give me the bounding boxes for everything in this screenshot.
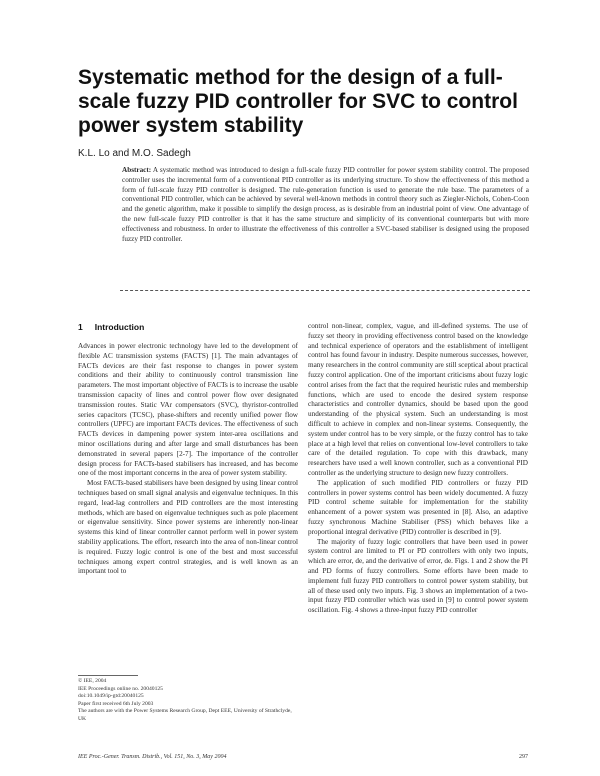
- footnote: The authors are with the Power Systems Research Group, Dept EEE, University of Strathclyde, UK: [78, 708, 292, 722]
- right-column: [308, 322, 528, 616]
- section-heading: [78, 322, 298, 332]
- paragraph: Advances in power electronic technology have led to the development of flexible AC transmission systems (FACTS) [1]. The main advantages of FACTs devices are their fast response to changes in power system conditions and their ability to continuously control transmission line parameters. The most important objective of FACTs is to increase the usable transmission capacity of lines and control power flow over designated transmission routes. Static VAr compensators (SVC), thyristor-controlled series capacitors (TCSC), phase-shifters and recently unified power flow controllers (UPFC) are important FACTs devices. The effectiveness of such FACTs devices in dampening power system inter-area oscillations and minor oscillations during and after large and small disturbances has been demonstrated in several papers [2-7]. The importance of the controller design process for FACTs-based stabilisers has increased, and has become one of the most important concerns in the area of power system stability.: [78, 342, 298, 478]
- section-title: Introduction: [94, 322, 145, 332]
- abstract-text: A systematic method was introduced to design a full-scale fuzzy PID controller for power system stability control. The proposed controller uses the incremental form of a conventional PID controller as its underlying structure. To show the effectiveness of this method a form of full-scale fuzzy PID controller is designed. The rule-generation function is used to generate the rule base. The parameters of a conventional PID controller, which can be achieved by several well-known methods in control theory such as Ziegler-Nichols, Cohen-Coon and the genetic algorithm, make it possible to simplify the design process, as is desirable from an industrial point of view. One advantage of the new full-scale fuzzy PID controller is that it has the same structure and simplicity of its conventional counterparts but with more effectiveness and robustness. In order to illustrate the effectiveness of this controller a SVC-based stabiliser is designed using the proposed fuzzy PID controller.: [122, 166, 530, 243]
- page-number: 297: [519, 754, 528, 760]
- footnote: © IEE, 2004: [78, 678, 107, 684]
- paragraph: The majority of fuzzy logic controllers that have been used in power system control are limited to PI or PD controllers with only two inputs, which are error, de, and the derivative of error, de. Figs. 1 and 2 show the PI and PD forms of fuzzy controllers. Some efforts have been made to implement full fuzzy PID controllers to control power system stability, but all of these used only two inputs. Fig. 3 shows an implementation of a two-input fuzzy PID controller which was used in [9] to control power system oscillation. Fig. 4 shows a three-input fuzzy PID controller: [308, 537, 528, 615]
- abstract-label: Abstract:: [122, 166, 152, 174]
- section-number: 1: [78, 322, 83, 332]
- abstract-divider: [120, 290, 530, 291]
- footnote: IEE Proceedings online no. 20040125: [78, 685, 163, 692]
- left-column: [78, 322, 298, 577]
- paragraph: The application of such modified PID controllers or fuzzy PID controllers in power systems control has been widely documented. A fuzzy PID control scheme suitable for implementation for the stability enhancement of a power system was presented in [8]. Also, an adaptive fuzzy synchronous Machine Stabiliser (PSS) which behaves like a proportional integral derivative (PID) controller is described in [9].: [308, 478, 528, 536]
- footnotes: [78, 678, 298, 724]
- page-footer: [78, 754, 528, 764]
- paragraph: control non-linear, complex, vague, and ill-defined systems. The use of fuzzy set theory in providing effectiveness control based on the knowledge and technical experience of operators and the establishment of intelligent control has found favour in industry. Despite numerous successes, however, many researchers in the control community are still sceptical about practical fuzzy control application. One of the important criticisms about fuzzy logic control arises from the fact that the required heuristic rules and membership functions, which are used to encode the desired system response characteristics and controller dynamics, should be based upon the good understanding of the physical system. Such an understanding is most difficult to achieve in complex and non-linear systems. Consequently, the system under control has to be very simple, or the fuzzy control has to take place at a high level that relies on conventional low-level controllers to take care of the detailed regulation. To cope with this drawback, many researchers have used a well known controller, such as a conventional PID controller as the underlying structure to design new fuzzy controllers.: [308, 322, 528, 477]
- paper-title: Systematic method for the design of a full-scale fuzzy PID controller for SVC to control power system stability: [78, 66, 518, 137]
- footnote-divider: [78, 675, 138, 676]
- abstract: [122, 166, 529, 244]
- paragraph: Most FACTs-based stabilisers have been designed by using linear control techniques based on small signal analysis and eigenvalue techniques. In this regard, lead-lag controllers and PID controllers are the most interesting methods, which are based on eigenvalue techniques such as pole placement or eigenvalue sensitivity. Since power systems are inherently non-linear systems this kind of linear controller cannot perform well in power system stability applications. The effort, research into the area of non-linear control is required. Fuzzy logic control is one of the best and most successful techniques among expert control strategies, and is well known as an important tool to: [78, 479, 298, 576]
- footnote: Paper first received 6th July 2003: [78, 700, 154, 707]
- footnote: doi:10.1049/ip-gtd:20040125: [78, 693, 144, 700]
- journal-citation: IEE Proc.-Gener. Transm. Distrib., Vol. 151, No. 3, May 2004: [78, 754, 227, 760]
- authors: K.L. Lo and M.O. Sadegh: [78, 148, 191, 159]
